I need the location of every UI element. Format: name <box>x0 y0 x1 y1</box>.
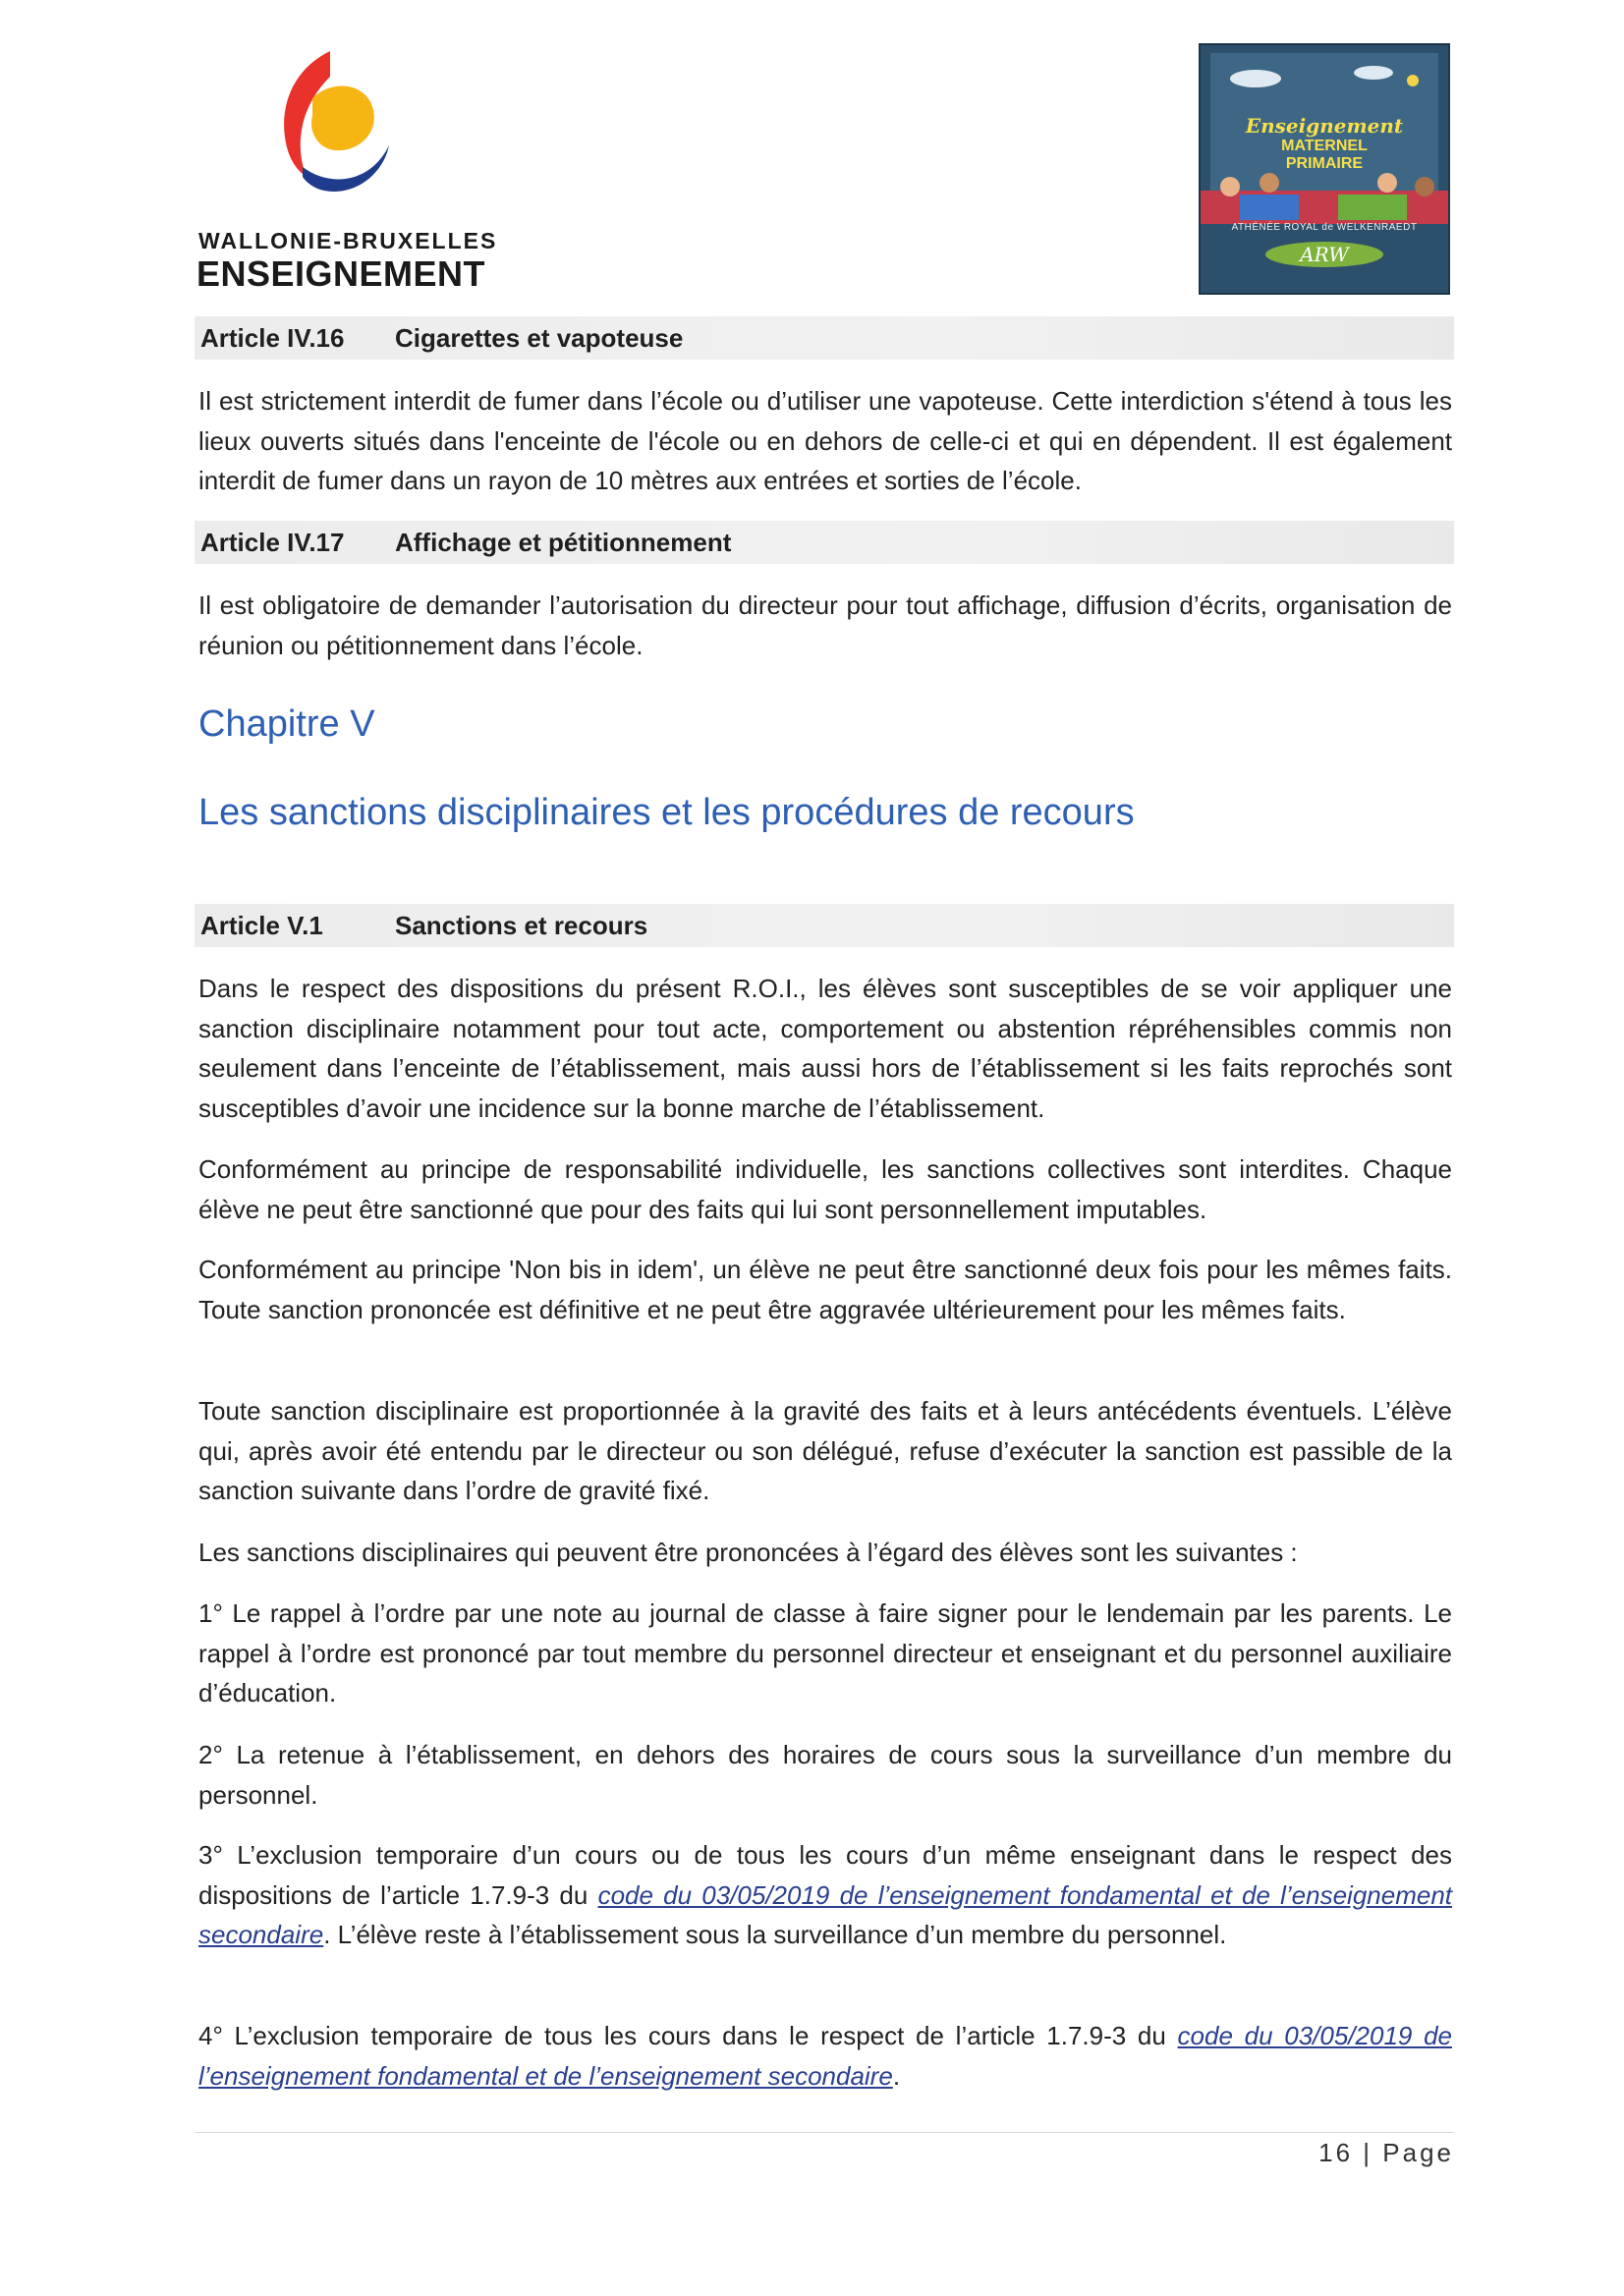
article-paragraph: Il est obligatoire de demander l’autorisation du directeur pour tout affichage, diffusion d’écrits, organisation de réunion ou pétitionnement dans l’école. <box>198 590 1452 660</box>
code-link[interactable]: code du 03/05/2019 de l’enseignement fondamental et de l’enseignement secondaire <box>198 2021 1452 2091</box>
article-number: Article V.1 <box>200 911 323 940</box>
body-paragraph: Conformément au principe de responsabilité individuelle, les sanctions collectives sont interdites. Chaque élève ne peut être sanctionné que pour des faits qui lui sont personnellement imputables. <box>198 1154 1452 1224</box>
sanction-item: 1° Le rappel à l’ordre par une note au journal de classe à faire signer pour le lendemain par les parents. Le rappel à l’ordre est prononcé par tout membre du personnel directeur et enseignant et du personnel auxiliaire d’éducation. <box>198 1598 1452 1708</box>
footer-divider <box>195 2132 1454 2133</box>
body-paragraph: Les sanctions disciplinaires qui peuvent être prononcées à l’égard des élèves sont les suivantes : <box>198 1538 1298 1567</box>
school-logo-subtitle1: MATERNEL <box>1281 138 1368 154</box>
sanction-item <box>198 1835 1452 1955</box>
chapter-title: Les sanctions disciplinaires et les procédures de recours <box>198 792 1135 833</box>
body-paragraph: Dans le respect des dispositions du présent R.O.I., les élèves sont susceptibles de se voir appliquer une sanction disciplinaire notamment pour tout acte, comportement ou abstention répréhensibles commis non seulement dans l’enceinte de l’établissement, mais aussi hors de l’établissement si les faits reprochés sont susceptibles d’avoir une incidence sur la bonne marche de l’établissement. <box>198 974 1452 1123</box>
sanction-text: 4° L’exclusion temporaire de tous les cours dans le respect de l’article 1.7.9-3 du <box>198 2021 1178 2050</box>
logo-text-line1: WALLONIE-BRUXELLES <box>198 228 498 253</box>
logo-text-line2: ENSEIGNEMENT <box>196 253 486 294</box>
sanction-item <box>198 2016 1452 2096</box>
sanction-text: . <box>892 2060 901 2091</box>
wbe-logo-mark-icon <box>273 39 401 206</box>
code-link[interactable]: code du 03/05/2019 de l’enseignement fondamental et de l’enseignement secondaire <box>198 1879 1453 1949</box>
body-paragraph: Toute sanction disciplinaire est proportionnée à la gravité des faits et à leurs antécédents éventuels. L’élève qui, après avoir été entendu par le directeur ou son délégué, refuse d’exécuter la sanction est passible de la sanction suivante dans l’ordre de gravité fixé. <box>198 1396 1452 1505</box>
article-title: Affichage et pétitionnement <box>395 528 732 557</box>
school-logo-subtitle2: PRIMAIRE <box>1285 155 1364 172</box>
sanction-text: . L’élève reste à l’établissement sous la surveillance d’un membre du personnel. <box>323 1920 1227 1949</box>
article-header <box>195 904 1454 947</box>
cloud-icon <box>1216 59 1432 108</box>
sanction-text: 3° L’exclusion temporaire d’un cours ou de tous les cours d’un même enseignant dans le respect des dispositions de l’article 1.7.9-3 du <box>198 1840 1452 1910</box>
article-title: Cigarettes et vapoteuse <box>395 323 684 353</box>
school-logo-arw: ARW <box>1265 242 1383 267</box>
article-title: Sanctions et recours <box>395 911 648 940</box>
school-logo <box>1199 43 1450 295</box>
school-logo-banner: ATHÉNÉE ROYAL de WELKENRAEDT <box>1231 222 1418 233</box>
article-number: Article IV.16 <box>200 323 345 353</box>
page-number: 16 | Page <box>1318 2138 1454 2167</box>
body-paragraph: Conformément au principe 'Non bis in idem', un élève ne peut être sanctionné deux fois pour les mêmes faits. Toute sanction prononcée est définitive et ne peut être aggravée ultérieurement pour les mêmes faits. <box>198 1255 1452 1324</box>
wbe-logo <box>195 39 498 295</box>
school-logo-title: Enseignement <box>1245 114 1404 138</box>
chapter-label: Chapitre V <box>198 703 375 745</box>
article-header <box>195 316 1454 360</box>
sanction-item: 2° La retenue à l’établissement, en dehors des horaires de cours sous la surveillance d’un membre du personnel. <box>198 1740 1452 1810</box>
article-paragraph: Il est strictement interdit de fumer dans l’école ou d’utiliser une vapoteuse. Cette interdiction s'étend à tous les lieux ouverts situés dans l'enceinte de l'école ou en dehors de celle-ci et qui en dépendent. Il est également interdit de fumer dans un rayon de 10 mètres aux entrées et sorties de l’école. <box>198 386 1452 495</box>
article-number: Article IV.17 <box>200 528 345 557</box>
article-header <box>195 521 1454 564</box>
